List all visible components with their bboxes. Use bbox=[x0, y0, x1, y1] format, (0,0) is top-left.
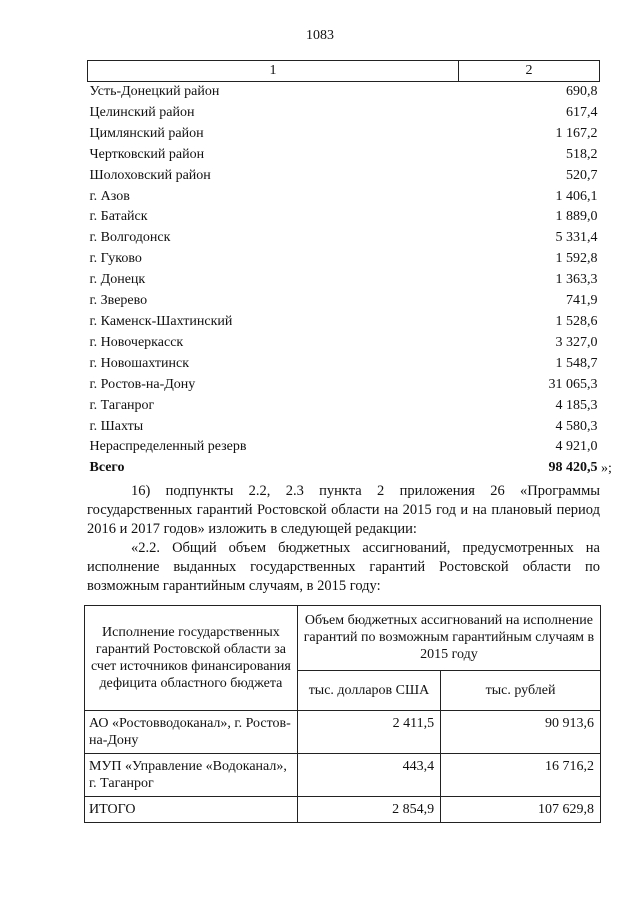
region-value: 4 921,0 bbox=[555, 439, 598, 455]
table-row bbox=[88, 249, 600, 270]
region-name: г. Донецк bbox=[89, 272, 146, 288]
column-header-1: 1 bbox=[88, 61, 459, 82]
region-name: г. Азов bbox=[89, 188, 130, 204]
region-name: Усть-Донецкий район bbox=[89, 84, 220, 99]
total-row bbox=[85, 797, 601, 823]
region-value: 520,7 bbox=[566, 167, 598, 183]
table-row bbox=[88, 354, 600, 375]
region-value: 690,8 bbox=[566, 84, 598, 99]
region-name: Чертковский район bbox=[89, 146, 205, 162]
region-value: 1 167,2 bbox=[555, 125, 598, 141]
total-label: Всего bbox=[89, 460, 125, 476]
section-2-2-paragraph bbox=[87, 539, 600, 596]
region-name: г. Зверево bbox=[89, 293, 148, 309]
column-header-2: 2 bbox=[459, 61, 600, 82]
region-value: 1 363,3 bbox=[555, 272, 598, 288]
table-row bbox=[85, 711, 601, 754]
table-row bbox=[88, 145, 600, 166]
guarantee-name: АО «Ростовводоканал», г. Ростов-на-Дону bbox=[85, 711, 298, 754]
table-row bbox=[88, 124, 600, 145]
table-row bbox=[88, 312, 600, 333]
region-name: г. Шахты bbox=[89, 418, 144, 434]
region-value: 1 406,1 bbox=[555, 188, 598, 204]
region-name: г. Новочеркасск bbox=[89, 334, 184, 350]
amendment-paragraph bbox=[87, 482, 600, 539]
region-name: г. Батайск bbox=[89, 209, 148, 225]
table-row bbox=[88, 437, 600, 458]
guarantee-allocation-table bbox=[84, 605, 601, 823]
guarantee-usd: 443,4 bbox=[297, 754, 440, 797]
total-rub: 107 629,8 bbox=[441, 797, 601, 823]
region-name: Нераспределенный резерв bbox=[89, 439, 247, 455]
guarantee-name: МУП «Управление «Водоканал», г. Таганрог bbox=[85, 754, 298, 797]
table-row bbox=[85, 754, 601, 797]
table-row bbox=[88, 82, 600, 103]
region-name: г. Каменск-Шахтинский bbox=[89, 313, 233, 329]
guarantee-usd: 2 411,5 bbox=[297, 711, 440, 754]
table-row bbox=[88, 228, 600, 249]
budget-distribution-table bbox=[87, 60, 600, 479]
quote-end: »; bbox=[601, 461, 612, 476]
header-execution-source: Исполнение государственных гарантий Ростовской области за счет источников финансирования дефицита областного бюджета bbox=[85, 606, 298, 711]
header-rub: тыс. рублей bbox=[441, 670, 601, 710]
section-2-2-text: «2.2. Общий объем бюджетных ассигнований, предусмотренных на исполнение выданных государственных гарантий Ростовской области по возможным гарантийным случаям, в 2015 году: bbox=[87, 540, 600, 594]
table-row bbox=[88, 270, 600, 291]
table-header-row bbox=[88, 61, 600, 82]
region-value: 617,4 bbox=[566, 104, 598, 120]
table-row bbox=[88, 417, 600, 438]
amendment-paragraph-text: 16) подпункты 2.2, 2.3 пункта 2 приложения 26 «Программы государственных гарантий Ростовской области на 2015 год и на плановый период 2016 и 2017 годов» изложить в следующей редакции: bbox=[87, 483, 600, 537]
region-name: Шолоховский район bbox=[89, 167, 211, 183]
total-row bbox=[88, 458, 600, 479]
region-name: Целинский район bbox=[89, 104, 195, 120]
table-row bbox=[88, 375, 600, 396]
total-usd: 2 854,9 bbox=[297, 797, 440, 823]
table-row bbox=[88, 187, 600, 208]
region-value: 1 889,0 bbox=[555, 209, 598, 225]
guarantee-rub: 16 716,2 bbox=[441, 754, 601, 797]
region-value: 31 065,3 bbox=[548, 376, 598, 392]
page-number: 1083 bbox=[306, 28, 334, 43]
header-budget-volume: Объем бюджетных ассигнований на исполнение гарантий по возможным гарантийным случаям в 2015 году bbox=[297, 606, 600, 671]
region-value: 4 580,3 bbox=[555, 418, 598, 434]
total-label: ИТОГО bbox=[85, 797, 298, 823]
region-name: г. Ростов-на-Дону bbox=[89, 376, 196, 392]
region-name: Цимлянский район bbox=[89, 125, 204, 141]
total-value: 98 420,5 bbox=[548, 460, 598, 476]
region-value: 3 327,0 bbox=[555, 334, 598, 350]
table-row bbox=[88, 396, 600, 417]
region-value: 4 185,3 bbox=[555, 397, 598, 413]
region-value: 1 528,6 bbox=[555, 313, 598, 329]
table-row bbox=[88, 291, 600, 312]
table-row bbox=[88, 166, 600, 187]
table-body bbox=[88, 82, 600, 480]
region-value: 1 548,7 bbox=[555, 355, 598, 371]
region-name: г. Таганрог bbox=[89, 397, 155, 413]
table-row bbox=[88, 103, 600, 124]
region-value: 5 331,4 bbox=[555, 230, 598, 246]
region-name: г. Волгодонск bbox=[89, 230, 171, 246]
table-row bbox=[88, 207, 600, 228]
guarantee-rub: 90 913,6 bbox=[441, 711, 601, 754]
region-name: г. Гуково bbox=[89, 251, 142, 267]
region-value: 741,9 bbox=[566, 293, 598, 309]
guarantee-table-header-row bbox=[85, 606, 601, 671]
region-value: 518,2 bbox=[566, 146, 598, 162]
region-value: 1 592,8 bbox=[555, 251, 598, 267]
table-row bbox=[88, 333, 600, 354]
header-usd: тыс. долларов США bbox=[297, 670, 440, 710]
region-name: г. Новошахтинск bbox=[89, 355, 190, 371]
